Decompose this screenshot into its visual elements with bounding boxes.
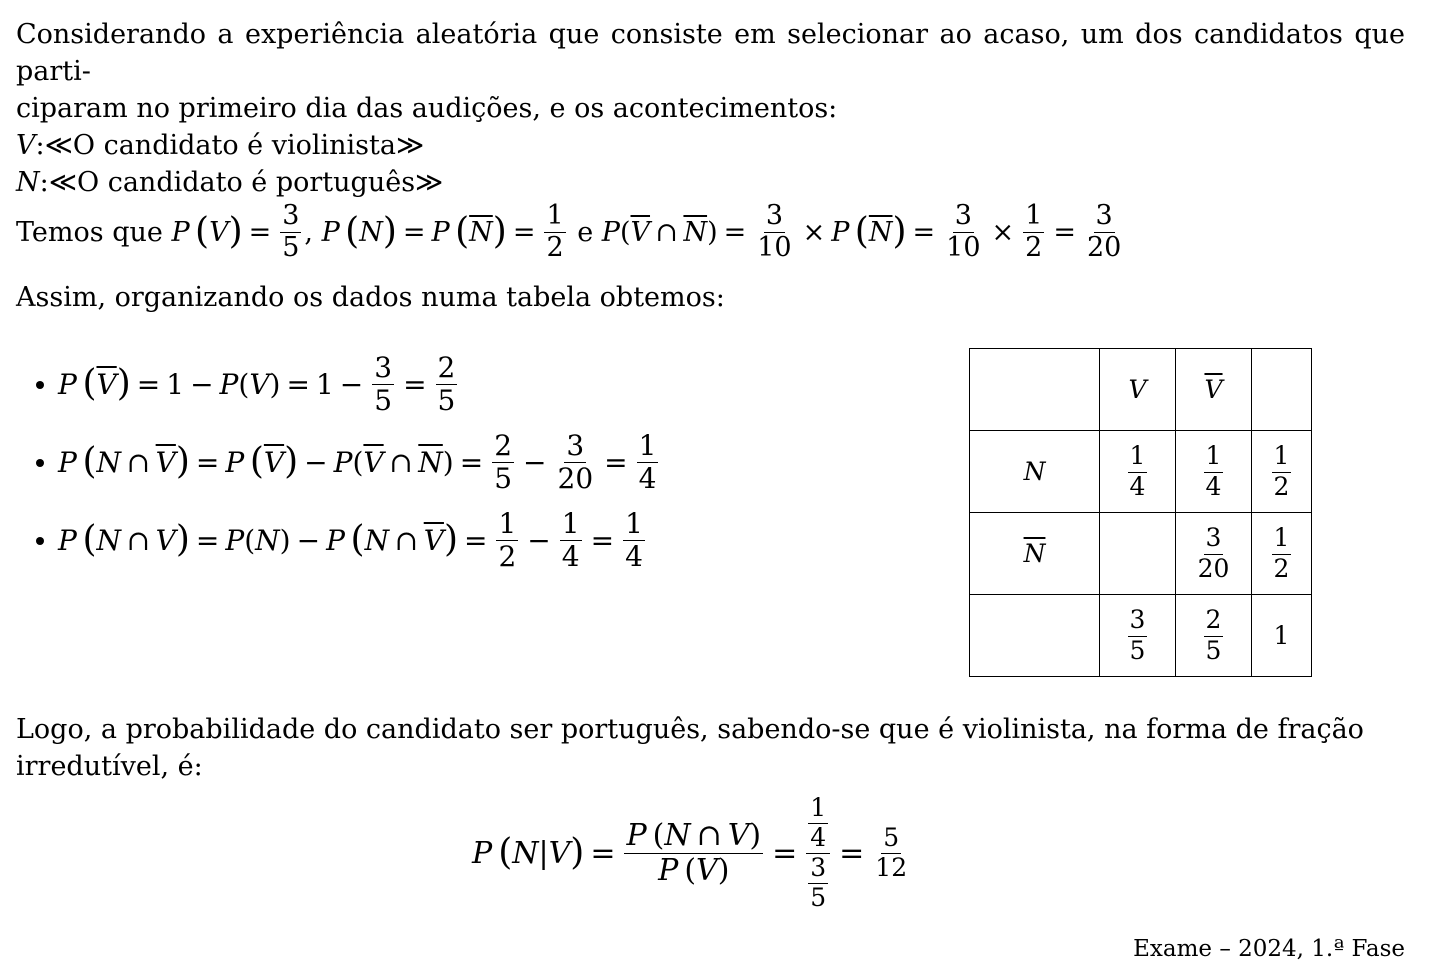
intro-line-1: Considerando a experiência aleatória que consiste em selecionar ao acaso, um dos candidatos que parti- — [16, 19, 1405, 87]
organize-text: Assim, organizando os dados numa tabela obtemos: — [16, 282, 725, 313]
fraction-p-v: $\frac{3}{5}$ — [282, 199, 300, 263]
formula-compound-fraction: $\frac{\frac{1}{4}}{\frac{3}{5}}$ — [806, 795, 830, 912]
b1-fraction-1: $\frac{3}{5}$ — [374, 350, 393, 417]
cell-nbar-total: $\frac{1}{2}$ — [1252, 513, 1312, 595]
derivation-p-vbar: P ( $\overline{V}$ ) = 1 − P ( V ) = 1 − $\frac{3}{5}$ = $\frac{2}{5}$ — [58, 345, 661, 423]
b1-result: $\frac{2}{5}$ — [437, 350, 456, 417]
cell-grand-total: 1 — [1252, 595, 1312, 677]
row-header-nbar: $\overline{N}$ — [970, 513, 1100, 595]
b3-fraction-2: $\frac{1}{4}$ — [561, 506, 580, 573]
b2-result: $\frac{1}{4}$ — [638, 428, 657, 495]
cell-n-vbar: $\frac{1}{4}$ — [1176, 431, 1252, 513]
intro-line-2: ciparam no primeiro dia das audições, e os acontecimentos: — [16, 93, 838, 124]
b3-result: $\frac{1}{4}$ — [625, 506, 643, 573]
given-probabilities: Temos que P ( V ) = $\frac{3}{5}$ , P ( N ) = P ( $\overline{N}$ ) = $\frac{1}{2}$ e P ( $\overline{V}$ ∩ $\overline{N}$ ) = $\frac{3}{10}$ × P ( $\overline{N}$ ) = $\frac{3}{10}$ × $\frac{1}{2}$ = $\frac{3}{20}$ — [16, 199, 1122, 263]
b3-fraction-1: $\frac{1}{2}$ — [498, 506, 517, 573]
header-total — [1252, 349, 1312, 431]
intro-paragraph — [16, 16, 1405, 201]
fraction-result-given: $\frac{3}{20}$ — [1086, 199, 1122, 263]
cell-nbar-vbar: $\frac{3}{20}$ — [1176, 513, 1252, 595]
table-corner — [970, 349, 1100, 431]
cell-total-v: $\frac{3}{5}$ — [1100, 595, 1176, 677]
fraction-repeat: $\frac{3}{10}$ — [946, 199, 981, 263]
probability-table — [969, 348, 1312, 677]
b2-fraction-1: $\frac{2}{5}$ — [494, 428, 513, 495]
cell-total-vbar: $\frac{2}{5}$ — [1176, 595, 1252, 677]
conclusion-line-1: Logo, a probabilidade do candidato ser português, sabendo-se que é violinista, na forma de fração — [16, 714, 1364, 745]
row-header-total — [970, 595, 1100, 677]
exam-footer: Exame – 2024, 1.ª Fase — [1133, 936, 1405, 962]
fraction-half: $\frac{1}{2}$ — [1025, 199, 1043, 263]
cell-nbar-v — [1100, 513, 1176, 595]
derivation-p-n-vbar: P ( N ∩ $\overline{V}$ ) = P ( $\overline{V}$ ) − P ( $\overline{V}$ ∩ $\overline{N}$ ) = $\frac{2}{5}$ − $\frac{3}{20}$ = $\frac{1}{4}$ — [58, 423, 661, 501]
derivation-p-n-v: P ( N ∩ V ) = P ( N ) − P ( N ∩ $\overline{V}$ ) = $\frac{1}{2}$ − $\frac{1}{4}$ = $\frac{1}{4}$ — [58, 501, 661, 579]
fraction-p-n: $\frac{1}{2}$ — [546, 199, 564, 263]
formula-result: $\frac{5}{12}$ — [875, 822, 908, 882]
header-v: V — [1100, 349, 1176, 431]
row-header-n: N — [970, 431, 1100, 513]
event-n-definition: N:≪O candidato é português≫ — [16, 167, 444, 198]
formula-definition-fraction: $\frac{P (N \cap V)}{P (V)}$ — [626, 817, 762, 888]
derivation-list — [28, 345, 661, 579]
cell-n-v: $\frac{1}{4}$ — [1100, 431, 1176, 513]
b2-fraction-2: $\frac{3}{20}$ — [557, 428, 594, 495]
cell-n-total: $\frac{1}{2}$ — [1252, 431, 1312, 513]
event-v-definition: V:≪O candidato é violinista≫ — [16, 130, 425, 161]
header-vbar: $\overline{V}$ — [1176, 349, 1252, 431]
conditional-probability-formula: P ( N | V ) = $\frac{P (N \cap V)}{P (V)}$ = $\frac{\frac{1}{4}}{\frac{3}{5}}$ = $\frac{5}{12}$ — [472, 792, 908, 913]
conclusion-line-2: irredutível, é: — [16, 751, 203, 782]
fraction-p-vbar-nbar: $\frac{3}{10}$ — [757, 199, 792, 263]
conclusion-paragraph — [16, 711, 1405, 785]
